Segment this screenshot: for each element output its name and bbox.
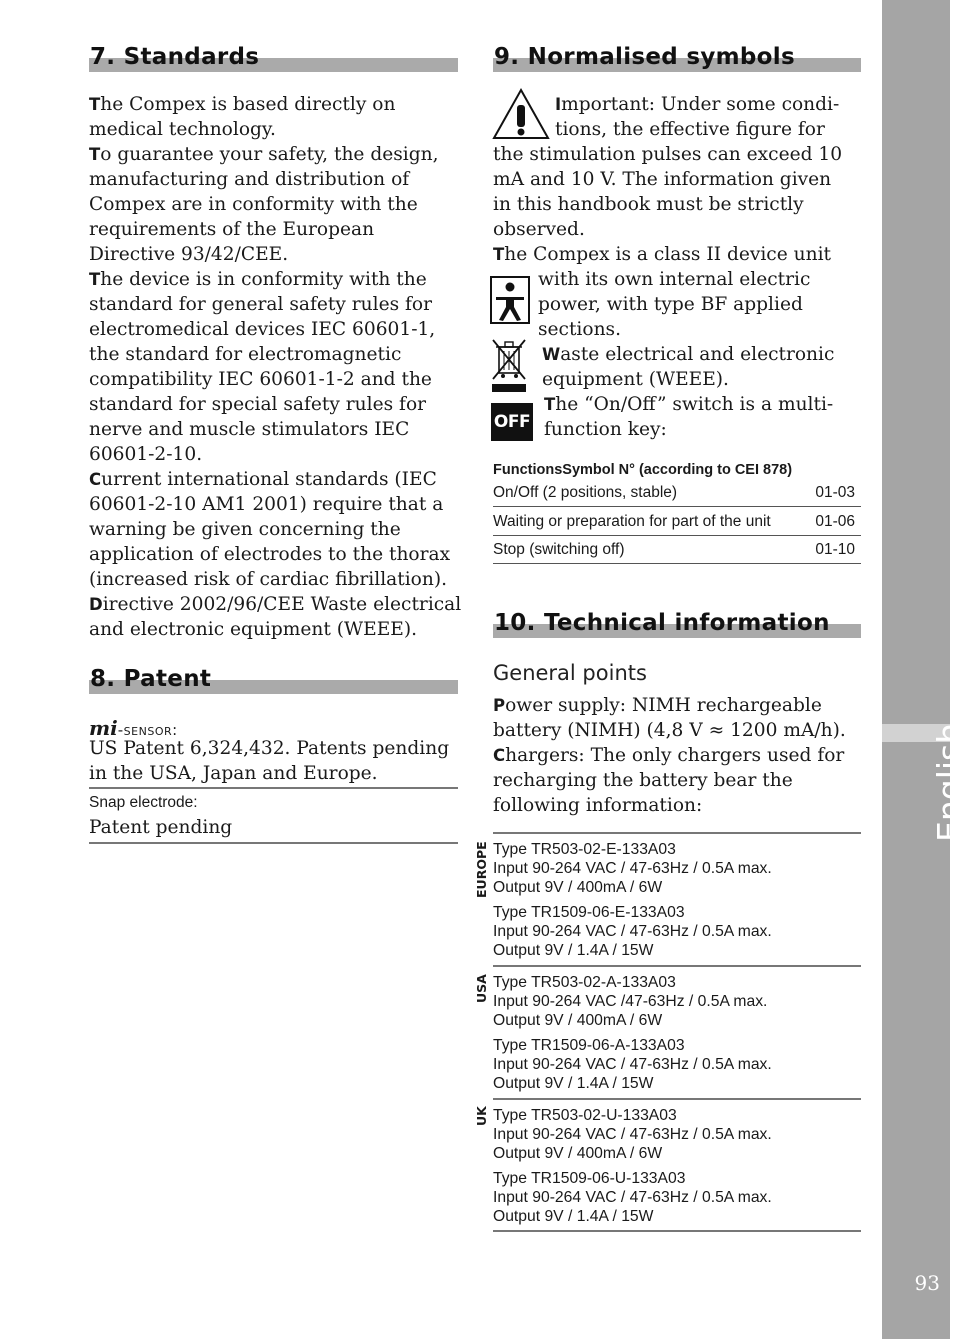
text-line [89,542,461,567]
line-text: sections. [538,319,622,340]
text-line [89,467,461,492]
text-line [89,492,461,517]
section-title-patent [89,666,458,694]
text-line [538,267,810,292]
charger-spec-line: Input 90-264 VAC / 47-63Hz / 0.5A max. [493,1056,772,1073]
line-text: warning be given concerning the [89,519,401,540]
warning-triangle-icon [492,88,550,140]
charger-spec-line: Output 9V / 400mA / 6W [493,1145,663,1162]
symbols-table [493,462,861,558]
line-text: recharging the battery bear the [493,770,793,791]
charger-spec-line: Input 90-264 VAC / 47-63Hz / 0.5A max. [493,923,772,940]
text-line [89,292,461,317]
line-text: and electronic equipment (WEEE). [89,619,418,640]
charger-spec-line: Output 9V / 400mA / 6W [493,879,663,896]
initial-letter: T [493,245,505,264]
text-line [493,167,842,192]
mi-brand-mark: mi [89,716,118,740]
line-text: irective 2002/96/CEE Waste electrical [102,594,462,615]
table-cell-function: Stop (switching off) [493,541,625,558]
line-text: observed. [493,219,585,240]
patent-text: US Patent 6,324,432. Patents pending in the USA, Japan and Europe. [89,738,450,784]
charger-spec [493,1106,772,1163]
charger-spec-line: Output 9V / 400mA / 6W [493,1012,663,1029]
table-cell-function: On/Off (2 positions, stable) [493,484,678,501]
standards-text [89,92,461,642]
charger-spec-line: Input 90-264 VAC / 47-63Hz / 0.5A max. [493,860,772,877]
text-line [493,793,846,818]
text-line [89,392,461,417]
line-text: equipment (WEEE). [542,369,729,390]
section-title-technical [493,610,861,638]
line-text: requirements of the European [89,219,375,240]
divider [493,832,861,834]
text-line [89,167,461,192]
line-text: following information: [493,795,703,816]
text-line [89,92,461,117]
section-title-symbols [493,44,861,72]
line-text: urrent international standards (IEC [101,469,437,490]
side-tab [882,0,969,1339]
line-text: ower supply: NIMH rechargeable [505,695,822,716]
line-text: in this handbook must be strictly [493,194,804,215]
line-text: function key: [544,419,667,440]
line-text: compatibility IEC 60601-1-2 and the [89,369,432,390]
initial-letter: T [89,95,101,114]
line-text: standard for general safety rules for [89,294,432,315]
charger-spec-line: Input 90-264 VAC / 47-63Hz / 0.5A max. [493,1126,772,1143]
charger-spec [493,1036,772,1093]
line-text: Compex are in conformity with the [89,194,418,215]
initial-letter: T [89,145,101,164]
line-text: he Compex is a class II device unit [504,244,831,265]
general-points-heading: General points [493,661,647,685]
text-line [555,92,839,117]
text-line [493,192,842,217]
text-line [544,392,833,417]
charger-spec-line: Type TR1509-06-E-133A03 [493,904,685,921]
text-line [89,267,461,292]
charger-spec-line: Output 9V / 1.4A / 15W [493,1208,654,1225]
charger-spec-line: Type TR503-02-A-133A03 [493,974,676,991]
text-line [555,117,839,142]
line-text: manufacturing and distribution of [89,169,410,190]
text-line [493,217,842,242]
charger-spec-line: Input 90-264 VAC /47-63Hz / 0.5A max. [493,993,768,1010]
language-tab-label: English [930,722,969,842]
text-line [89,617,461,642]
divider [89,787,458,789]
text-line [89,242,461,267]
table-cell-number: 01-10 [815,541,855,558]
line-text: he device is in conformity with the [100,269,427,290]
initial-letter: C [89,470,102,489]
initial-letter: P [493,696,506,715]
table-cell-number: 01-06 [815,513,855,530]
text-line [493,242,842,267]
line-text: tions, the effective figure for [555,119,825,140]
text-line [89,417,461,442]
line-text: power, with type BF applied [538,294,803,315]
charger-spec [493,973,767,1030]
charger-spec [493,1169,772,1226]
region-label-text: EUROPE [474,841,489,898]
text-line [89,367,461,392]
line-text: 60601-2-10. [89,444,203,465]
text-line [493,718,846,743]
charger-spec-line: Type TR1509-06-A-133A03 [493,1037,685,1054]
text-line [89,517,461,542]
patent-title: 8. Patent [90,666,212,692]
charger-spec [493,903,772,960]
divider [493,965,861,967]
initial-letter: I [555,95,562,114]
initial-letter: D [89,595,103,614]
line-text: battery (NIMH) (4,8 V ≈ 1200 mA/h). [493,720,846,741]
line-text: o guarantee your safety, the design, [100,144,439,165]
text-line [89,117,461,142]
text-line [542,367,834,392]
text-line [89,192,461,217]
charger-spec-line: Output 9V / 1.4A / 15W [493,942,654,959]
weee-text [542,342,834,392]
text-line [538,317,810,342]
weee-crossed-bin-icon [490,337,528,393]
warning-text [555,92,839,142]
line-text: application of electrodes to the thorax [89,544,451,565]
charger-spec-line: Type TR503-02-U-133A03 [493,1107,677,1124]
initial-letter: T [89,270,101,289]
line-text: standard for special safety rules for [89,394,427,415]
line-text: with its own internal electric [538,269,811,290]
symbols-title: 9. Normalised symbols [494,44,795,70]
region-label-text: USA [474,974,489,1003]
charger-spec-line: Output 9V / 1.4A / 15W [493,1075,654,1092]
section-title-standards [89,44,458,72]
symbols-table-header: FunctionsSymbol N° (according to CEI 878) [493,462,793,478]
snap-electrode-value: Patent pending [89,817,233,838]
text-line [493,768,846,793]
region-label-text: UK [474,1106,489,1126]
bf-text [538,267,810,342]
text-line [89,592,461,617]
snap-electrode-label: Snap electrode: [89,794,198,811]
off-switch-text [544,392,833,442]
mi-brand-suffix: -sensor: [117,721,178,739]
line-text: the stimulation pulses can exceed 10 [493,144,843,165]
text-line [544,417,833,442]
table-row [493,480,855,507]
charger-spec-line: Type TR1509-06-U-133A03 [493,1170,686,1187]
line-text: he Compex is based directly on [100,94,396,115]
line-text: (increased risk of cardiac fibrillation). [89,569,447,590]
line-text: he “On/Off” switch is a multi- [555,394,834,415]
line-text: the standard for electromagnetic [89,344,402,365]
text-line [89,567,461,592]
divider [493,1230,861,1232]
line-text: Directive 93/42/CEE. [89,244,289,265]
line-text: aste electrical and electronic [560,344,835,365]
text-line [89,342,461,367]
text-line [493,743,846,768]
text-line [493,142,842,167]
initial-letter: C [493,746,506,765]
line-text: 60601-2-10 AM1 2001) require that a [89,494,444,515]
symbols-text [493,142,842,267]
table-row [493,509,855,536]
text-line [493,693,846,718]
page-number: 93 [914,1271,940,1295]
line-text: mportant: Under some condi- [561,94,840,115]
technical-title: 10. Technical information [494,610,830,636]
charger-spec [493,840,772,897]
table-row [493,537,855,564]
charger-spec-line: Type TR503-02-E-133A03 [493,841,676,858]
line-text: medical technology. [89,119,276,140]
divider [89,842,458,844]
line-text: mA and 10 V. The information given [493,169,832,190]
bf-applied-part-icon [490,276,530,324]
text-line [538,292,810,317]
standards-title: 7. Standards [90,44,260,70]
technical-text [493,693,846,818]
line-text: electromedical devices IEC 60601-1, [89,319,436,340]
initial-letter: W [542,345,561,364]
text-line [89,217,461,242]
table-cell-number: 01-03 [815,484,855,501]
charger-spec-line: Input 90-264 VAC / 47-63Hz / 0.5A max. [493,1189,772,1206]
off-switch-icon: OFF [491,403,533,441]
text-line [89,442,461,467]
text-line [89,142,461,167]
initial-letter: T [544,395,556,414]
line-text: hargers: The only chargers used for [505,745,845,766]
text-line [542,342,834,367]
line-text: nerve and muscle stimulators IEC [89,419,410,440]
divider [493,1098,861,1100]
text-line [89,317,461,342]
table-cell-function: Waiting or preparation for part of the unit [493,513,771,530]
